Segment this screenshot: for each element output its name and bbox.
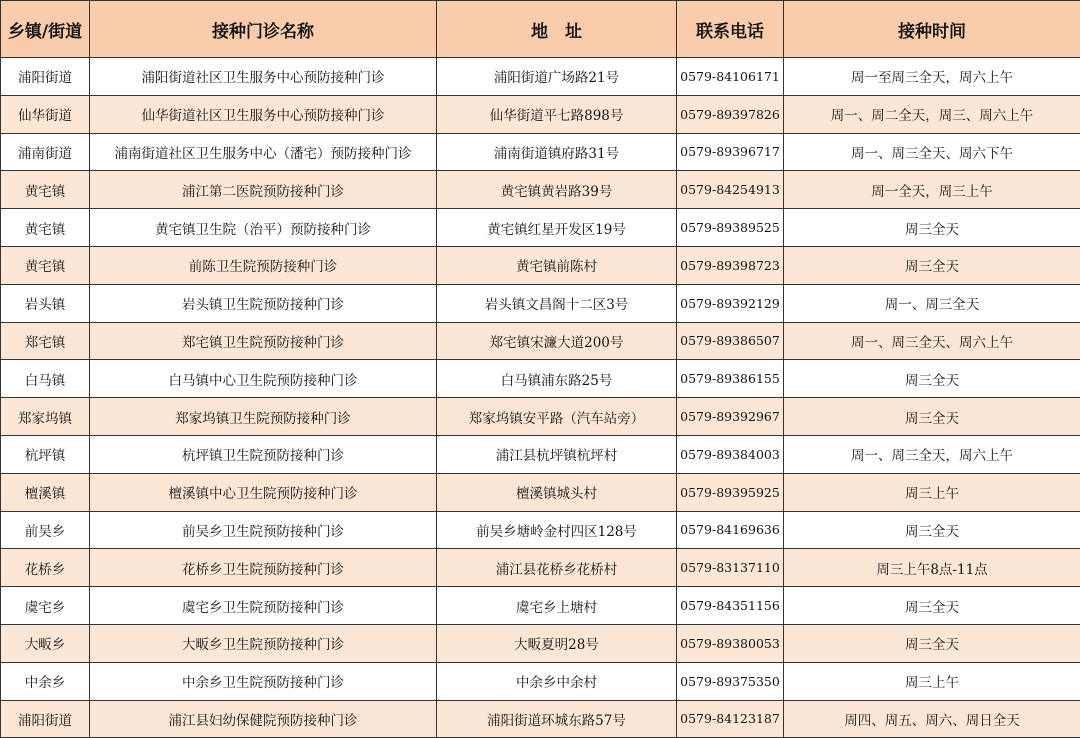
cell-time: 周一全天，周三上午 xyxy=(784,171,1080,209)
cell-address: 浦江县杭坪镇杭坪村 xyxy=(437,435,677,473)
table-row xyxy=(1,587,1080,625)
cell-time: 周三全天 xyxy=(784,624,1080,662)
cell-clinic-name: 郑家坞镇卫生院预防接种门诊 xyxy=(90,398,437,436)
header-clinic-name: 接种门诊名称 xyxy=(90,1,437,58)
cell-time: 周三全天 xyxy=(784,360,1080,398)
cell-clinic-name: 郑宅镇卫生院预防接种门诊 xyxy=(90,322,437,360)
cell-town: 浦阳街道 xyxy=(1,700,90,738)
cell-town: 白马镇 xyxy=(1,360,90,398)
cell-phone: 0579-84123187 xyxy=(677,700,784,738)
cell-town: 郑家坞镇 xyxy=(1,398,90,436)
cell-address: 郑家坞镇安平路（汽车站旁） xyxy=(437,398,677,436)
cell-phone: 0579-89375350 xyxy=(677,662,784,700)
cell-address: 白马镇浦东路25号 xyxy=(437,360,677,398)
cell-time: 周三全天 xyxy=(784,246,1080,284)
cell-town: 檀溪镇 xyxy=(1,473,90,511)
cell-time: 周一、周三全天、周六下午 xyxy=(784,133,1080,171)
table-row xyxy=(1,171,1080,209)
cell-clinic-name: 花桥乡卫生院预防接种门诊 xyxy=(90,549,437,587)
table-row xyxy=(1,284,1080,322)
cell-address: 浦阳街道环城东路57号 xyxy=(437,700,677,738)
cell-clinic-name: 中余乡卫生院预防接种门诊 xyxy=(90,662,437,700)
cell-town: 黄宅镇 xyxy=(1,246,90,284)
cell-time: 周一至周三全天，周六上午 xyxy=(784,58,1080,96)
cell-address: 檀溪镇城头村 xyxy=(437,473,677,511)
cell-phone: 0579-84106171 xyxy=(677,58,784,96)
table-row xyxy=(1,322,1080,360)
cell-time: 周三全天 xyxy=(784,511,1080,549)
cell-address: 黄宅镇红星开发区19号 xyxy=(437,209,677,247)
header-time: 接种时间 xyxy=(784,1,1080,58)
table-row xyxy=(1,360,1080,398)
header-town: 乡镇/街道 xyxy=(1,1,90,58)
cell-clinic-name: 前陈卫生院预防接种门诊 xyxy=(90,246,437,284)
cell-town: 花桥乡 xyxy=(1,549,90,587)
cell-phone: 0579-89392967 xyxy=(677,398,784,436)
cell-town: 杭坪镇 xyxy=(1,435,90,473)
cell-town: 岩头镇 xyxy=(1,284,90,322)
cell-phone: 0579-83137110 xyxy=(677,549,784,587)
cell-phone: 0579-89386507 xyxy=(677,322,784,360)
cell-clinic-name: 浦阳街道社区卫生服务中心预防接种门诊 xyxy=(90,58,437,96)
cell-phone: 0579-89380053 xyxy=(677,624,784,662)
cell-time: 周四、周五、周六、周日全天 xyxy=(784,700,1080,738)
table-row xyxy=(1,511,1080,549)
cell-address: 岩头镇文昌阁十二区3号 xyxy=(437,284,677,322)
cell-time: 周一、周二全天，周三、周六上午 xyxy=(784,95,1080,133)
table-row xyxy=(1,700,1080,738)
cell-clinic-name: 浦江第二医院预防接种门诊 xyxy=(90,171,437,209)
cell-address: 虞宅乡上塘村 xyxy=(437,587,677,625)
cell-address: 浦南街道镇府路31号 xyxy=(437,133,677,171)
cell-town: 浦阳街道 xyxy=(1,58,90,96)
cell-address: 大畈夏明28号 xyxy=(437,624,677,662)
header-address: 地 址 xyxy=(437,1,677,58)
cell-phone: 0579-84254913 xyxy=(677,171,784,209)
header-phone: 联系电话 xyxy=(677,1,784,58)
cell-clinic-name: 岩头镇卫生院预防接种门诊 xyxy=(90,284,437,322)
table-row xyxy=(1,95,1080,133)
cell-town: 黄宅镇 xyxy=(1,171,90,209)
table-row xyxy=(1,58,1080,96)
table-row xyxy=(1,624,1080,662)
cell-phone: 0579-89389525 xyxy=(677,209,784,247)
table-row xyxy=(1,435,1080,473)
cell-address: 中余乡中余村 xyxy=(437,662,677,700)
cell-town: 大畈乡 xyxy=(1,624,90,662)
table-row xyxy=(1,662,1080,700)
cell-time: 周一、周三全天，周六上午 xyxy=(784,435,1080,473)
cell-phone: 0579-89386155 xyxy=(677,360,784,398)
cell-phone: 0579-89395925 xyxy=(677,473,784,511)
cell-clinic-name: 仙华街道社区卫生服务中心预防接种门诊 xyxy=(90,95,437,133)
cell-town: 仙华街道 xyxy=(1,95,90,133)
cell-time: 周三全天 xyxy=(784,587,1080,625)
cell-phone: 0579-84351156 xyxy=(677,587,784,625)
table-header-row xyxy=(1,1,1080,58)
cell-clinic-name: 浦南街道社区卫生服务中心（潘宅）预防接种门诊 xyxy=(90,133,437,171)
cell-clinic-name: 浦江县妇幼保健院预防接种门诊 xyxy=(90,700,437,738)
cell-address: 黄宅镇黄岩路39号 xyxy=(437,171,677,209)
cell-clinic-name: 前吴乡卫生院预防接种门诊 xyxy=(90,511,437,549)
cell-clinic-name: 大畈乡卫生院预防接种门诊 xyxy=(90,624,437,662)
table-row xyxy=(1,398,1080,436)
cell-phone: 0579-89398723 xyxy=(677,246,784,284)
cell-address: 仙华街道平七路898号 xyxy=(437,95,677,133)
cell-town: 虞宅乡 xyxy=(1,587,90,625)
cell-town: 中余乡 xyxy=(1,662,90,700)
cell-clinic-name: 杭坪镇卫生院预防接种门诊 xyxy=(90,435,437,473)
table-row xyxy=(1,246,1080,284)
cell-time: 周一、周三全天、周六上午 xyxy=(784,322,1080,360)
cell-phone: 0579-89392129 xyxy=(677,284,784,322)
cell-time: 周一、周三全天 xyxy=(784,284,1080,322)
table-row xyxy=(1,209,1080,247)
cell-clinic-name: 白马镇中心卫生院预防接种门诊 xyxy=(90,360,437,398)
cell-time: 周三全天 xyxy=(784,398,1080,436)
table-row xyxy=(1,549,1080,587)
cell-phone: 0579-84169636 xyxy=(677,511,784,549)
cell-address: 郑宅镇宋濂大道200号 xyxy=(437,322,677,360)
cell-town: 前吴乡 xyxy=(1,511,90,549)
table-row xyxy=(1,473,1080,511)
cell-clinic-name: 虞宅乡卫生院预防接种门诊 xyxy=(90,587,437,625)
cell-town: 黄宅镇 xyxy=(1,209,90,247)
cell-address: 浦阳街道广场路21号 xyxy=(437,58,677,96)
cell-clinic-name: 檀溪镇中心卫生院预防接种门诊 xyxy=(90,473,437,511)
cell-time: 周三上午8点-11点 xyxy=(784,549,1080,587)
cell-address: 黄宅镇前陈村 xyxy=(437,246,677,284)
cell-town: 浦南街道 xyxy=(1,133,90,171)
cell-address: 前吴乡塘岭金村四区128号 xyxy=(437,511,677,549)
cell-phone: 0579-89397826 xyxy=(677,95,784,133)
cell-time: 周三上午 xyxy=(784,473,1080,511)
cell-time: 周三上午 xyxy=(784,662,1080,700)
cell-phone: 0579-89396717 xyxy=(677,133,784,171)
cell-clinic-name: 黄宅镇卫生院（治平）预防接种门诊 xyxy=(90,209,437,247)
table-row xyxy=(1,133,1080,171)
cell-phone: 0579-89384003 xyxy=(677,435,784,473)
cell-time: 周三全天 xyxy=(784,209,1080,247)
cell-address: 浦江县花桥乡花桥村 xyxy=(437,549,677,587)
cell-town: 郑宅镇 xyxy=(1,322,90,360)
